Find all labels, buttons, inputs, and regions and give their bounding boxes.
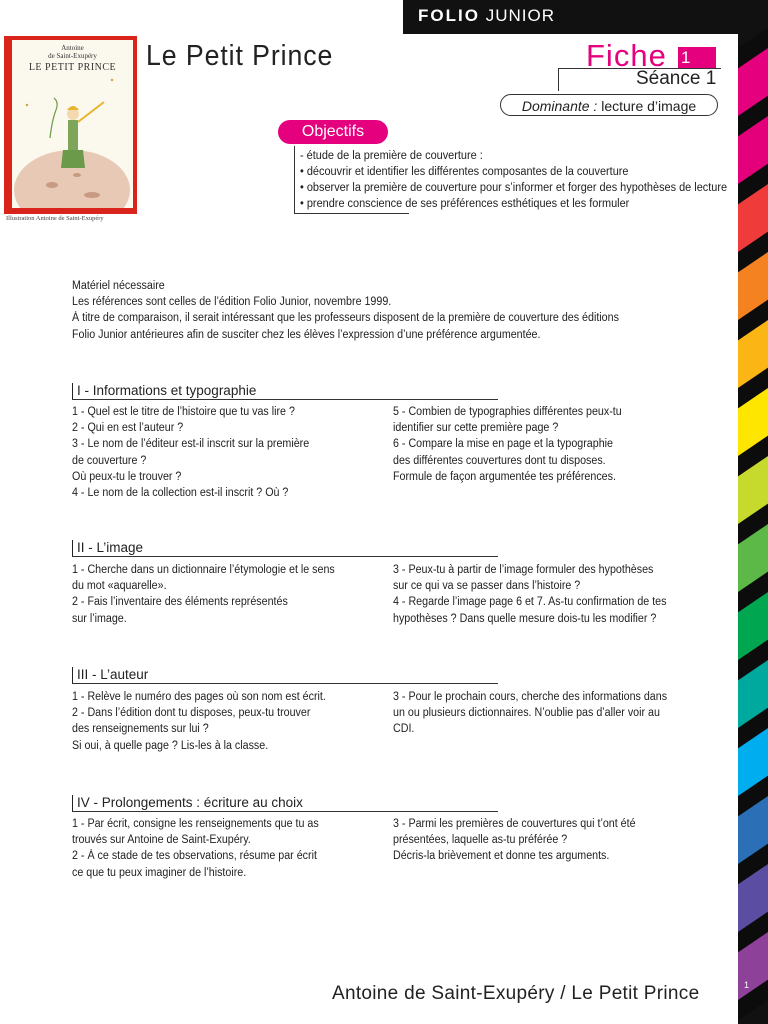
section-1-left-column [72,404,327,501]
page-number: 1 [744,980,750,990]
brand-bold: FOLIO [418,6,480,25]
dominante-label: Dominante : [521,98,598,114]
color-stripe [738,932,768,1000]
objectifs-badge: Objectifs [278,120,388,144]
color-stripe [738,592,768,660]
question-line: présentées, laquelle as-tu préférée ? [393,834,568,847]
question-line: trouvés sur Antoine de Saint-Exupéry. [72,834,251,847]
question-line: 6 - Compare la mise en page et la typographie [393,438,613,451]
section-1-right-column [393,404,639,485]
section-3-left-column [72,689,345,754]
question-line: 5 - Combien de typographies différentes peux-tu [393,406,622,418]
question-line: identifier sur cette première page ? [393,422,559,435]
question-line: ce que tu peux imaginer de l’histoire. [72,866,247,879]
brand-light: JUNIOR [485,6,555,25]
question-line: Où peux-tu le trouver ? [72,470,182,483]
question-line: des différentes couvertures dont tu disposes. [393,454,606,467]
seance-label: Séance 1 [636,68,717,89]
objectifs-list [300,148,750,212]
color-stripe [738,728,768,796]
objectifs-bracket-vertical [294,146,295,214]
dominante-pill [500,94,718,116]
question-line: 2 - Fais l’inventaire des éléments représentés [72,596,288,609]
section-rule [72,683,498,684]
question-line: 1 - Quel est le titre de l’histoire que tu vas lire ? [72,406,295,418]
question-line: de couverture ? [72,454,147,467]
section-4-left-column [72,816,337,881]
section-3-right-column [393,689,688,738]
section-rule [72,556,498,557]
color-stripe [738,0,768,48]
question-line: Décris-la brièvement et donne tes arguments. [393,850,610,863]
question-line: Formule de façon argumentée tes préférences. [393,470,616,483]
materiel-line: À titre de comparaison, il serait intéressant que les professeurs disposent de la première de couverture des éditions [72,312,619,325]
objectifs-bracket-horizontal [294,213,409,214]
question-line: 4 - Le nom de la collection est-il inscrit ? Où ? [72,487,289,500]
question-line: 2 - Dans l’édition dont tu disposes, peux-tu trouver [72,707,311,720]
materiel-heading: Matériel nécessaire [72,280,165,292]
question-line: 3 - Peux-tu à partir de l’image formuler des hypothèses [393,564,654,576]
question-line: du mot «aquarelle». [72,580,167,593]
cover-author-line2: de Saint-Exupéry [48,52,97,60]
dominante-value: lecture d’image [601,98,697,114]
cover-illustration [12,40,133,208]
section-heading-image: II - L’image [72,540,143,556]
color-stripe [738,524,768,592]
little-prince-illustration [12,40,133,208]
color-stripe [738,1000,768,1024]
section-2-right-column [393,562,687,627]
objectif-item: • prendre conscience de ses préférences esthétiques et les formuler [300,198,630,210]
footer-title: Antoine de Saint-Exupéry / Le Petit Prince [332,983,700,1004]
question-line: CDI. [393,723,415,736]
section-heading-informations: I - Informations et typographie [72,383,256,399]
page-title: Le Petit Prince [146,40,334,72]
section-2-left-column [72,562,355,627]
question-line: 3 - Le nom de l’éditeur est-il inscrit sur la première [72,438,310,451]
materiel-line: Les références sont celles de l’édition Folio Junior, novembre 1999. [72,296,392,309]
question-line: 1 - Cherche dans un dictionnaire l’étymologie et le sens [72,564,335,576]
question-line: hypothèses ? Dans quelle mesure dois-tu les modifier ? [393,612,657,625]
materiel-paragraph [72,278,660,343]
color-stripe [738,48,768,116]
question-line: 2 - Qui en est l’auteur ? [72,422,184,435]
color-stripe [738,660,768,728]
question-line: 3 - Parmi les premières de couvertures qui t’ont été [393,818,636,830]
question-line: sur ce qui va se passer dans l’histoire ? [393,580,581,593]
color-stripe [738,456,768,524]
section-rule [72,811,498,812]
question-line: 2 - À ce stade de tes observations, résume par écrit [72,850,317,863]
color-stripe [738,388,768,456]
cover-caption: Illustration Antoine de Saint-Exupéry [6,215,104,222]
objectif-item: • observer la première de couverture pour s’informer et forger des hypothèses de lecture [300,182,728,194]
question-line: 3 - Pour le prochain cours, cherche des informations dans [393,691,668,703]
section-4-right-column [393,816,654,865]
materiel-line: Folio Junior antérieures afin de susciter chez les élèves l’expression d’une préférence argumentée. [72,328,541,341]
cover-author-line1: Antoine [61,44,84,52]
brand-label [418,6,555,26]
objectif-item: • découvrir et identifier les différentes composantes de la couverture [300,166,629,178]
question-line: 1 - Par écrit, consigne les renseignements que tu as [72,818,319,830]
objectif-item: - étude de la première de couverture : [300,150,483,162]
question-line: sur l’image. [72,612,127,625]
fiche-number-badge: 1 [678,47,716,69]
question-line: un ou plusieurs dictionnaires. N’oublie pas d’aller voir au [393,707,660,720]
color-stripe [738,864,768,932]
section-heading-auteur: III - L’auteur [72,667,148,683]
question-line: 4 - Regarde l’image page 6 et 7. As-tu confirmation de tes [393,596,667,609]
question-line: Si oui, à quelle page ? Lis-les à la classe. [72,739,269,752]
question-line: 1 - Relève le numéro des pages où son nom est écrit. [72,691,326,703]
color-stripe [738,796,768,864]
color-stripe [738,320,768,388]
color-stripe [738,252,768,320]
fiche-label: Fiche [586,38,667,73]
section-rule [72,399,498,400]
question-line: des renseignements sur lui ? [72,723,209,736]
book-cover [4,36,137,214]
section-heading-prolongements: IV - Prolongements : écriture au choix [72,795,303,811]
cover-book-title: LE PETIT PRINCE [28,62,117,73]
